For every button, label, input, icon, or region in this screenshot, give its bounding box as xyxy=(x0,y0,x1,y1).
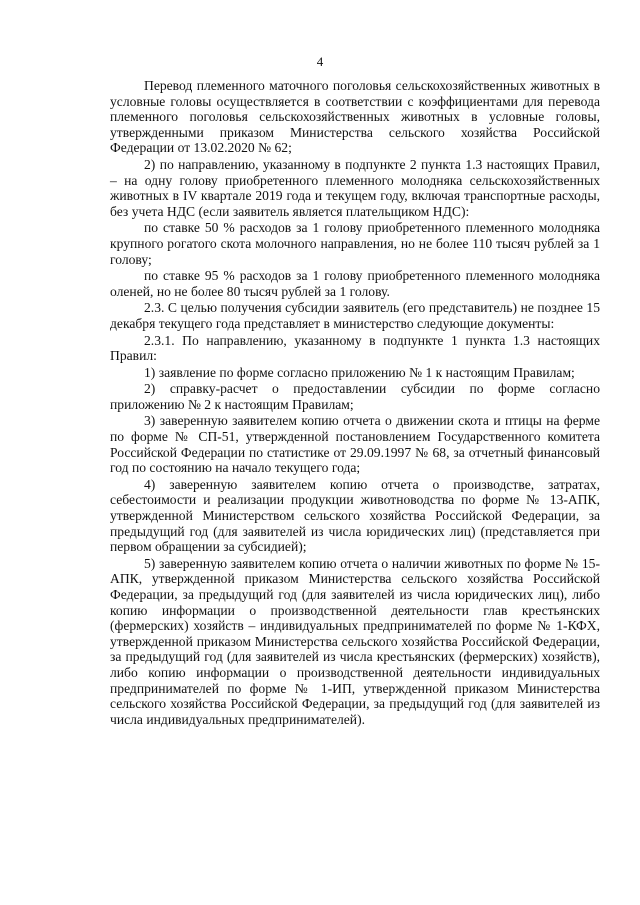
list-item-calculation: 2) справку-расчет о предоставлении субсидии по форме согласно приложению № 2 к настоящим Правилам; xyxy=(110,381,600,412)
list-item-application: 1) заявление по форме согласно приложению № 1 к настоящим Правилам; xyxy=(144,364,575,380)
page-number: 4 xyxy=(316,54,324,69)
paragraph-section-2-3-1: 2.3.1. По направлению, указанному в подпункте 1 пункта 1.3 настоящих Правил: xyxy=(110,332,600,364)
document-body xyxy=(110,78,600,728)
paragraph-section-2-3: 2.3. С целью получения субсидии заявитель (его представитель) не позднее 15 декабря текущего года представляет в министерство следующие документы: xyxy=(110,300,600,331)
paragraph-rate-deer: по ставке 95 % расходов за 1 голову приобретенного племенного молодняка оленей, но не более 80 тысяч рублей за 1 голову. xyxy=(110,268,600,299)
paragraph-rate-cattle: по ставке 50 % расходов за 1 голову приобретенного племенного молодняка крупного рогатого скота молочного направления, но не более 110 тысяч рублей за 1 голову; xyxy=(110,220,600,267)
paragraph-direction-2: 2) по направлению, указанному в подпункте 2 пункта 1.3 настоящих Правил, – на одну голову приобретенного племенного молодняка сельскохозяйственных животных в IV квартале 2019 года и текущем году, включая транспортные расходы, без учета НДС (если заявитель является плательщиком НДС): xyxy=(110,156,600,219)
list-item-sp51-report: 3) заверенную заявителем копию отчета о движении скота и птицы на ферме по форме № СП-51, утвержденной постановлением Государственного комитета Российской Федерации по статистике от 29.09.1997 № 68, за отчетный финансовый год по состоянию на начало текущего года; xyxy=(110,413,600,476)
list-item-15apk-report: 5) заверенную заявителем копию отчета о наличии животных по форме № 15-АПК, утвержденной приказом Министерства сельского хозяйства Российской Федерации, за предыдущий год (для заявителей из числа юридических лиц), либо копию информации о производственной деятельности глав крестьянских (фермерских) хозяйств – индивидуальных предпринимателей по форме № 1-КФХ, утвержденной приказом Министерства сельского хозяйства Российской Федерации, за предыдущий год (для заявителей из числа крестьянских (фермерских) хозяйств), либо копию информации о производственной деятельности индивидуальных предпринимателей по форме № 1-ИП, утвержденной приказом Министерства сельского хозяйства Российской Федерации, за предыдущий год (для заявителей из числа индивидуальных предпринимателей). xyxy=(110,555,600,727)
list-item-13apk-report: 4) заверенную заявителем копию отчета о производстве, затратах, себестоимости и реализации продукции животноводства по форме № 13-АПК, утвержденной Министерством сельского хозяйства Российской Федерации, за предыдущий год (для заявителей из числа юридических лиц) (представляется при первом обращении за субсидией); xyxy=(110,476,600,555)
paragraph-livestock-conversion: Перевод племенного маточного поголовья сельскохозяйственных животных в условные головы осуществляется в соответствии с коэффициентами для перевода племенного поголовья сельскохозяйственных животных в условные головы, утвержденными приказом Министерства сельского хозяйства Российской Федерации от 13.02.2020 № 62; xyxy=(110,78,600,156)
